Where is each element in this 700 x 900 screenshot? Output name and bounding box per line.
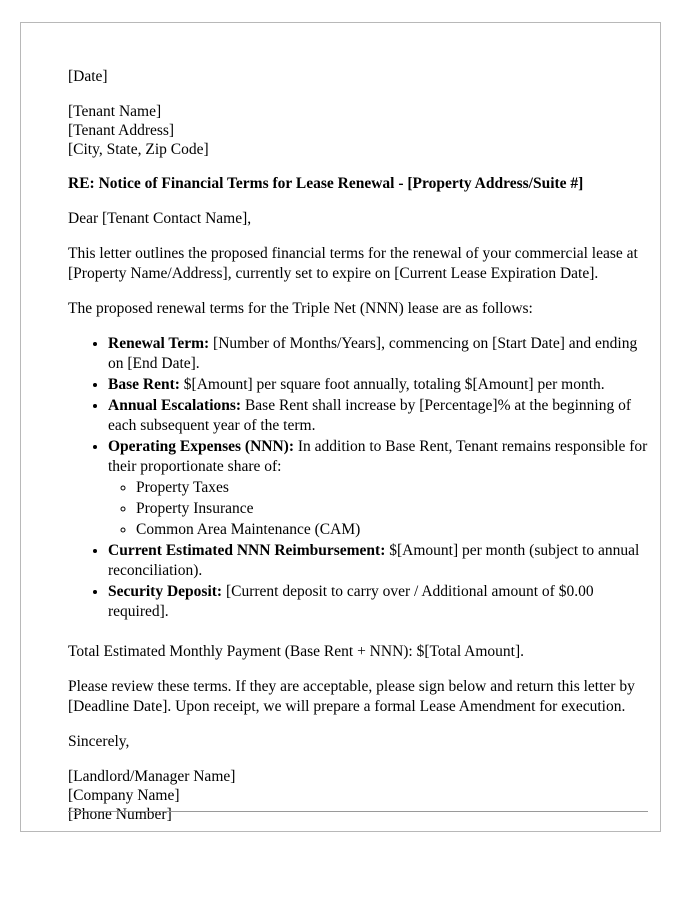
footer-divider (68, 811, 648, 812)
intro-paragraph: This letter outlines the proposed financial terms for the renewal of your commercial lease at [Property Name/Address], currently set to expire on [Current Lease Expiration Date]. (68, 245, 638, 282)
term-label: Base Rent: (108, 376, 180, 393)
recipient-line-3: [City, State, Zip Code] (68, 141, 209, 158)
sublist-item-property-taxes: ◦ Property Taxes (136, 477, 648, 498)
signature-line-3: [Phone Number] (68, 806, 172, 823)
term-item-renewal-term (108, 334, 648, 374)
total-payment-line: Total Estimated Monthly Payment (Base Rent + NNN): $[Total Amount]. (68, 643, 525, 660)
term-item-annual-escalations (108, 396, 648, 436)
closing-paragraph: Please review these terms. If they are acceptable, please sign below and return this letter by [Deadline Date]. Upon receipt, we will prepare a formal Lease Amendment for execution. (68, 678, 635, 715)
signature-block (68, 767, 648, 824)
recipient-line-2: [Tenant Address] (68, 122, 175, 139)
subject-line: RE: Notice of Financial Terms for Lease Renewal - [Property Address/Suite #] (68, 175, 584, 192)
salutation: Dear [Tenant Contact Name], (68, 210, 252, 227)
term-label: Annual Escalations: (108, 397, 242, 414)
term-text: Base Rent shall increase by [Percentage]% at the beginning of each subsequent year of the term. (108, 397, 632, 434)
term-text: $[Amount] per square foot annually, totaling $[Amount] per month. (179, 376, 605, 393)
term-item-security-deposit (108, 582, 648, 622)
document-body (68, 67, 648, 839)
term-label: Security Deposit: (108, 583, 223, 600)
signature-line-2: [Company Name] (68, 787, 180, 804)
term-item-nnn-reimbursement (108, 541, 648, 581)
term-item-operating-expenses (108, 437, 648, 540)
date-line: [Date] (68, 68, 108, 85)
sign-off: Sincerely, (68, 733, 130, 750)
term-text: In addition to Base Rent, Tenant remains responsible for their proportionate share of: (108, 438, 648, 475)
term-item-base-rent (108, 375, 648, 395)
term-label: Current Estimated NNN Reimbursement: (108, 542, 386, 559)
term-label: Operating Expenses (NNN): (108, 438, 294, 455)
term-label: Renewal Term: (108, 335, 210, 352)
document-frame (20, 22, 661, 832)
operating-expenses-sublist (108, 477, 648, 540)
term-text: [Number of Months/Years], commencing on [Start Date] and ending on [End Date]. (108, 335, 638, 372)
sublist-item-property-insurance: ◦ Property Insurance (136, 498, 648, 519)
recipient-address-block (68, 102, 648, 159)
signature-line-1: [Landlord/Manager Name] (68, 768, 236, 785)
terms-lead-in: The proposed renewal terms for the Triple Net (NNN) lease are as follows: (68, 300, 533, 317)
recipient-line-1: [Tenant Name] (68, 103, 162, 120)
term-text: $[Amount] per month (subject to annual reconciliation). (108, 542, 640, 579)
sublist-item-cam: ◦ Common Area Maintenance (CAM) (136, 519, 648, 540)
terms-list (68, 334, 648, 622)
term-text: [Current deposit to carry over / Additional amount of $0.00 required]. (108, 583, 594, 620)
